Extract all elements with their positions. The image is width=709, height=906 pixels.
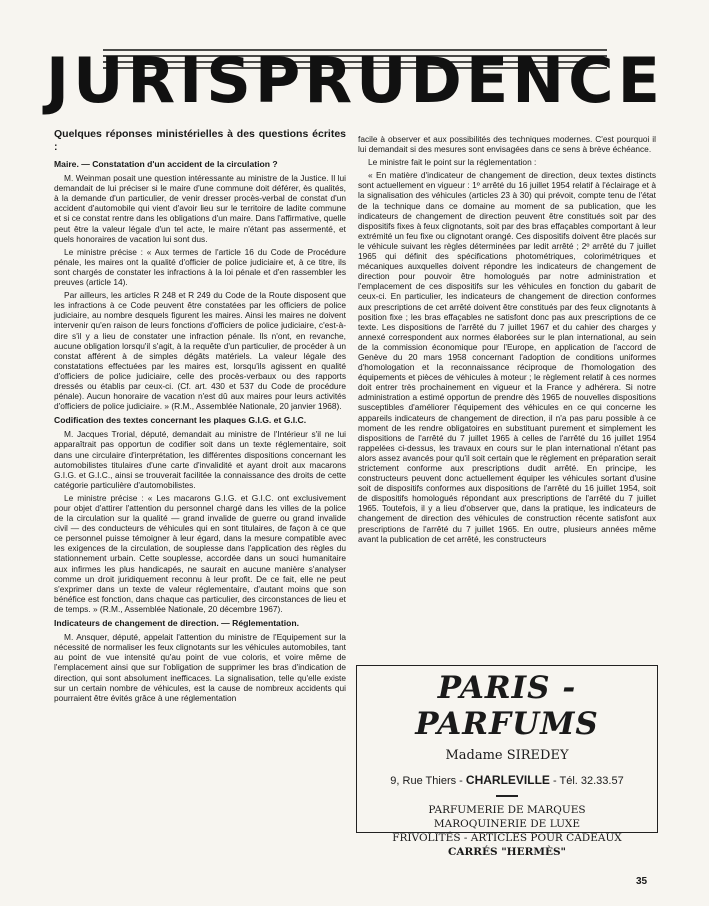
paragraph: M. Jacques Trorial, député, demandait au ministre de l'Intérieur s'il ne lui apparaîtrait pas opportun de codifier soit dans un texte réglementaire, soit dans une circulaire d'interprétation, les différentes dispositions concernant les automobilistes titulaires d'une carte d'invalidité et ayant droit aux macarons G.I.G. et G.I.C., ainsi se trouverait facilitée la connaissance des droits de cette catégorie particulière d'automobilistes. xyxy=(54,429,346,490)
ad-title: PARIS - PARFUMS xyxy=(415,670,599,742)
masthead-title xyxy=(46,38,664,117)
paragraph: Le ministre précise : « Les macarons G.I.G. et G.I.C. ont exclusivement pour objet d'attirer l'attention du personnel chargé dans les villes de la police de la circulation sur la qualité — grand invalide de guerre ou grand invalide civil — des conducteurs de véhicules qui en sont titulaires, de façon à ce que ce personnel puisse témoigner à leur égard, dans la mesure compatible avec les exigences de la circulation, de souplesse dans l'application des règles du stationnement urbain. Cette souplesse, accordée dans un souci humanitaire aux infirmes les plus handicapés, ne saurait en aucune manière s'analyser comme un droit juridiquement reconnu à leur profit. De ce fait, elle ne peut s'exprimer dans un texte de valeur réglementaire, d'autant moins que son bénéfice est fonction, dans chaque cas particulier, des circonstances de lieu et de temps. » (R.M., Assemblée Nationale, 20 décembre 1967). xyxy=(54,492,346,614)
ad-address xyxy=(357,773,657,787)
svg-text:JURISPRUDENCE: JURISPRUDENCE xyxy=(46,44,664,117)
paragraph: « En matière d'indicateur de changement de direction, deux textes distincts sont actuellement en vigueur : 1º arrêté du 16 juillet 1954 relatif à l'éclairage et à la signalisation des véhicules (articles 23 à 30) qui prévoit, compte tenu de l'état de la technique dans ce domaine au moment de sa publication, que les indicateurs de changement de direction peuvent être constitués soit par des dispositifs fixes à feux clignotants, soit par des bras effaçables comportant à leur extrémité un feu fixe ou clignotant orangé. Ces dispositifs doivent être placés sur le véhicule suivant les règles déterminées par ledit arrêté ; 2º arrêté du 7 juillet 1965 qui définit des spécifications photométriques, colorimétriques et mécaniques auxquelles doivent répondre les indicateurs de changement de direction pour pouvoir être homologués par notre administration et l'emplacement de ces dispositifs sur les véhicules en fonction du gabarit de ceux-ci. En particulier, les indicateurs de changement de direction conformes aux prescriptions de cet arrêté doivent être constitués par des feux clignotants à position fixe ; les bras effaçables ne satisfont donc pas aux prescriptions de ce texte. Les dispositions de l'arrêté du 7 juillet 1967 et du cahier des charges y annexé correspondent aux normes élaborées sur le plan international, au sein de la commission économique pour l'Europe, en application de l'accord de Genève du 20 mars 1958 concernant l'adoption de conditions uniformes d'homologation et la reconnaissance réciproque de l'homologation des équipements et pièces de véhicules à moteur ; le règlement relatif à ces normes doit entrer très prochainement en vigueur et la France y adhérera. Si notre administration a estimé opportun de prendre dès 1965 de nouvelles dispositions susceptibles d'améliorer l'équipement des véhicules en ce qui concerne les appareils indicateurs de changement de direction, il n'a pas paru possible à ce moment de les rendre obligatoires en substituant purement et simplement les dispositions de l'arrêté du 7 juillet 1965 à celles de l'arrêté du 16 juillet 1954 rappelées ci-dessus, les travaux en cours sur le plan international n'étant pas alors assez avancés pour qu'il soit certain que le règlement en préparation serait strictement conforme aux prescriptions dudit arrêté. En principe, les constructeurs peuvent donc actuellement équiper les véhicules sortant d'usine soit de dispositifs conformes aux dispositions de l'arrêté du 16 juillet 1954, soit de dispositifs homologués répondant aux prescriptions de l'arrêté du 7 juillet 1965. Toutefois, il y a lieu d'observer que, dans la pratique, les indicateurs de changement de direction des véhicules de construction récente satisfont aux prescriptions de l'arrêté du 7 juillet 1965. En outre, plusieurs années même avant la publication de cet arrêté, les constructeurs xyxy=(358,170,656,544)
ad-line: MAROQUINERIE DE LUXE xyxy=(433,818,581,830)
section-title-indicateurs: Indicateurs de changement de direction. — Réglementation. xyxy=(54,618,299,629)
page-heading: Quelques réponses ministérielles à des questions écrites : xyxy=(54,128,346,153)
ad-phone: - Tél. 32.33.57 xyxy=(552,775,624,787)
paragraph: M. Weinman posait une question intéressante au ministre de la Justice. Il lui demandait de lui préciser si le maire d'une commune doit déférer, ès qualités, à la demande d'un particulier, de venir dresser procès-verbal de constat d'un accident d'automobile qui vient d'avoir lieu sur le territoire de ladite commune et si ce constat rentre dans les obligations d'un maire. Dans l'affirmative, quelle peut être la valeur légale d'un tel acte, le maire n'étant pas assermenté, et quels honoraires de vacation lui sont dus. xyxy=(54,173,346,244)
ad-line: FRIVOLITÉS - ARTICLES POUR CADEAUX xyxy=(392,832,622,844)
paragraph: Le ministre précise : « Aux termes de l'article 16 du Code de Procédure pénale, les maires ont la qualité d'officier de police judiciaire et, à ce titre, ils sont chargés de constater les infractions à la loi pénale et d'en rassembler les preuves (article 14). xyxy=(54,246,346,288)
page-number: 35 xyxy=(636,876,648,887)
right-column xyxy=(358,134,656,547)
ad-street: 9, Rue Thiers - xyxy=(390,775,463,787)
paragraph: M. Ansquer, député, appelait l'attention du ministre de l'Equipement sur la nécessité de normaliser les feux clignotants sur les véhicules automobiles, tant au point de vue intensité qu'au point de vue coloris, et voire même de l'emplacement ainsi que sur l'obligation de supprimer les bras d'indication de direction, qui sont absolument inefficaces. La signalisation, telle qu'elle existe sur un certain nombre de véhicules, est la cause de nombreux accidents qui pourraient être évités grâce à une réglementation xyxy=(54,632,346,703)
paragraph: Par ailleurs, les articles R 248 et R 249 du Code de la Route disposent que les infractions à ce Code peuvent être constatées par les officiers de police judiciaire, au nombre desquels figurent les maires. Ainsi les maires ne doivent intervenir qu'en raison de leurs fonctions d'officiers de police judiciaire, c'est-à-dire s'il y a lieu de constater une infraction pénale. Ils n'ont, en revanche, aucune obligation lorsqu'il s'agit, à la requête d'un particulier, de procéder à un constat afférent à de simples dégâts matériels. La valeur légale des constatations effectuées par les maires est, lorsqu'ils agissent en qualité d'officiers de police judiciaire, celle des procès-verbaux ou des rapports dressés ou établis par ceux-ci. (Cf. art. 430 et 537 du Code de procédure pénale). Aucun honoraire de vacation n'est dû aux maires pour leurs activités d'officiers de police judiciaire. » (R.M., Assemblée Nationale, 20 janvier 1968). xyxy=(54,290,346,412)
left-column xyxy=(54,128,346,706)
ad-divider xyxy=(496,795,518,797)
advertisement-box xyxy=(356,665,658,858)
paragraph: Le ministre fait le point sur la réglementation : xyxy=(368,157,537,168)
masthead-logo xyxy=(46,38,664,117)
section-title-maire: Maire. — Constatation d'un accident de la circulation ? xyxy=(54,159,278,169)
section-title-codification: Codification des textes concernant les plaques G.I.G. et G.I.C. xyxy=(54,415,307,426)
ad-line: PARFUMERIE DE MARQUES xyxy=(428,804,586,816)
ad-proprietor: Madame SIREDEY xyxy=(445,748,569,763)
paragraph: facile à observer et aux possibilités des techniques modernes. C'est pourquoi il lui demandait si des mesures sont envisagées dans ce sens à brève échéance. xyxy=(358,134,656,155)
ad-city: CHARLEVILLE xyxy=(465,773,550,787)
ad-line: CARRÉS "HERMÈS" xyxy=(448,846,566,858)
